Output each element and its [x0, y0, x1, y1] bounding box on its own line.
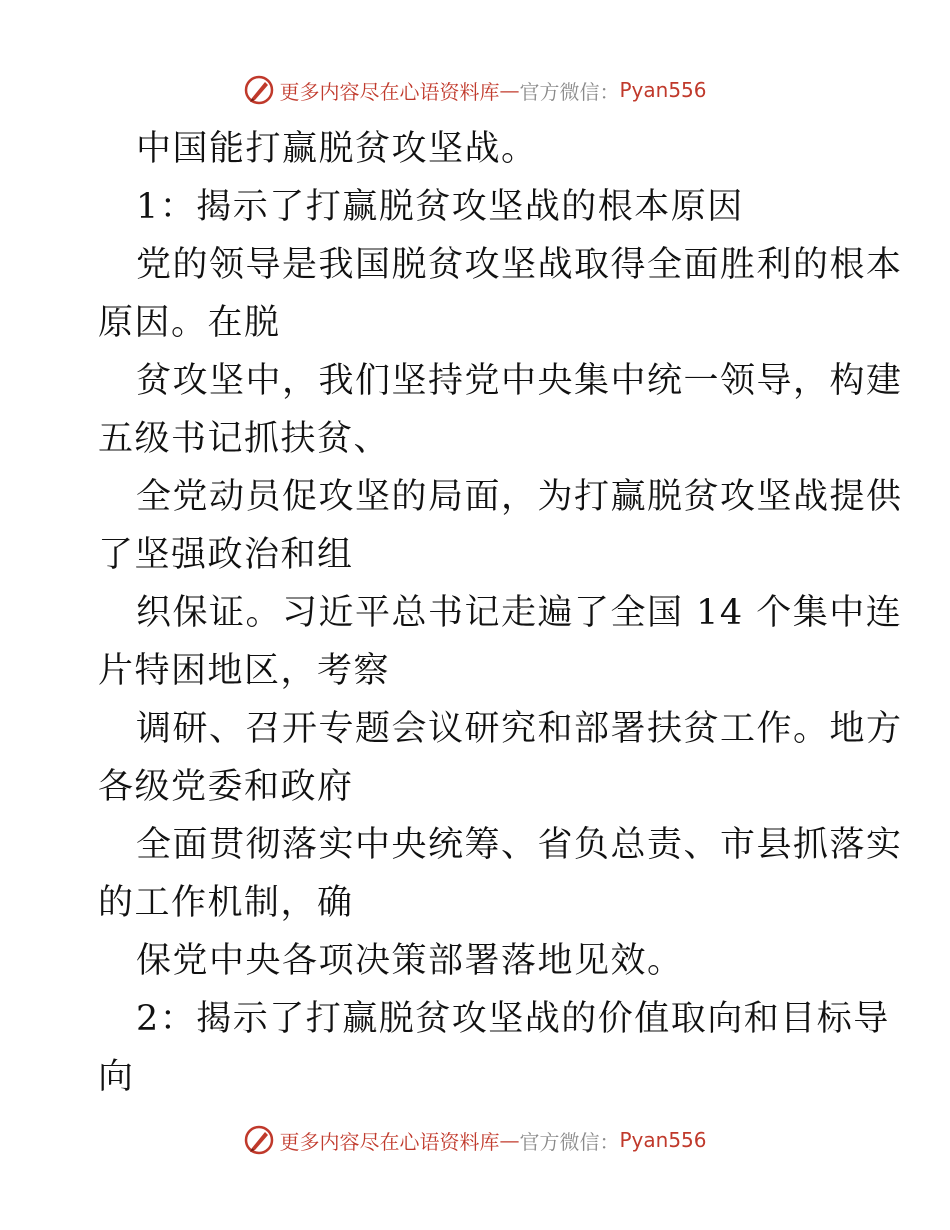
banner-official-label: 官方微信： — [519, 79, 620, 104]
text-line: 向 — [98, 1057, 135, 1097]
text-line: 原因。在脱 — [98, 303, 281, 343]
header-watermark-banner — [0, 70, 950, 110]
text-line: 全面贯彻落实中央统筹、省负总责、市县抓落实 — [136, 825, 903, 865]
pen-logo-icon — [243, 1124, 275, 1156]
text-line: 保党中央各项决策部署落地见效。 — [136, 941, 684, 981]
banner-dash: — — [499, 78, 520, 102]
text-line: 全党动员促攻坚的局面，为打赢脱贫攻坚战提供 — [136, 477, 903, 517]
text-line: 调研、召开专题会议研究和部署扶贫工作。地方 — [136, 709, 903, 749]
text-line: 中国能打赢脱贫攻坚战。 — [136, 129, 538, 169]
banner-text: 更多内容尽在心语资料库 — [279, 1129, 500, 1154]
text-line: 织保证。习近平总书记走遍了全国 14 个集中连 — [136, 593, 903, 633]
text-line: 党的领导是我国脱贫攻坚战取得全面胜利的根本 — [136, 245, 903, 285]
text-line: 了坚强政治和组 — [98, 535, 354, 575]
footer-watermark-banner — [0, 1120, 950, 1160]
text-line: 1：揭示了打赢脱贫攻坚战的根本原因 — [136, 187, 744, 227]
text-line: 2：揭示了打赢脱贫攻坚战的价值取向和目标导 — [136, 999, 890, 1039]
text-line: 五级书记抓扶贫、 — [98, 419, 391, 459]
pen-logo-icon — [243, 74, 275, 106]
banner-official-label: 官方微信： — [519, 1129, 620, 1154]
document-body — [98, 120, 903, 1106]
text-line: 各级党委和政府 — [98, 767, 354, 807]
text-line: 贫攻坚中，我们坚持党中央集中统一领导，构建 — [136, 361, 903, 401]
banner-dash: — — [499, 1128, 520, 1152]
banner-wechat-id: Pyan556 — [619, 1128, 707, 1152]
banner-text: 更多内容尽在心语资料库 — [279, 79, 500, 104]
banner-wechat-id: Pyan556 — [619, 78, 707, 102]
text-line: 的工作机制，确 — [98, 883, 354, 923]
text-line: 片特困地区，考察 — [98, 651, 391, 691]
